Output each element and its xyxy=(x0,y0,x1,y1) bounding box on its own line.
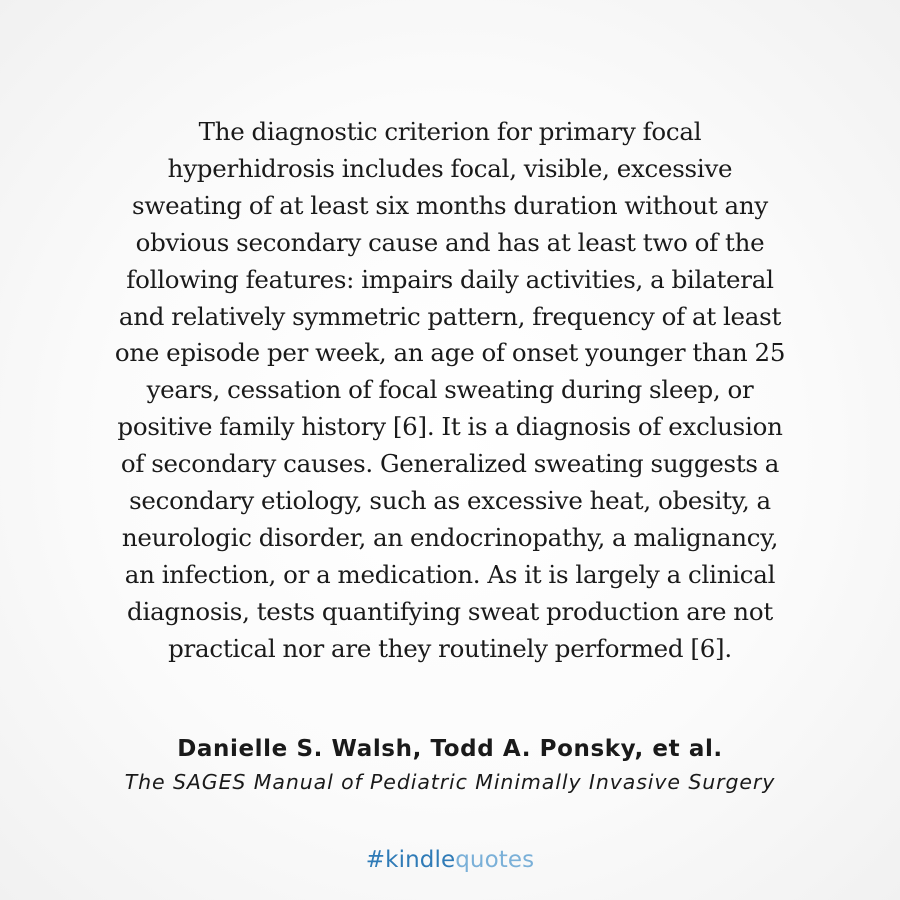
hashtag-suffix: quotes xyxy=(455,847,535,873)
kindle-quotes-hashtag xyxy=(0,844,900,876)
quote-line: of secondary causes. Generalized sweating suggests a xyxy=(120,449,780,479)
quote-line: neurologic disorder, an endocrinopathy, a malignancy, xyxy=(121,522,779,552)
quote-line: and relatively symmetric pattern, frequency of at least xyxy=(118,301,782,331)
quote-line: sweating of at least six months duration without any xyxy=(132,190,768,220)
quote-line: obvious secondary cause and has at least two of the xyxy=(135,227,765,257)
quote-line: practical nor are they routinely performed [6]. xyxy=(168,633,732,663)
hashtag-prefix: #kindle xyxy=(365,847,456,873)
quote-line: positive family history [6]. It is a diagnosis of exclusion xyxy=(117,412,783,442)
quote-text xyxy=(60,114,840,668)
quote-line: years, cessation of focal sweating during sleep, or xyxy=(146,375,754,405)
quote-line: one episode per week, an age of onset younger than 25 xyxy=(114,338,786,368)
book-title: The SAGES Manual of Pediatric Minimally Invasive Surgery xyxy=(124,770,776,794)
quote-line: secondary etiology, such as excessive heat, obesity, a xyxy=(129,486,771,516)
quote-line: an infection, or a medication. As it is largely a clinical xyxy=(124,559,776,589)
quote-line: The diagnostic criterion for primary focal xyxy=(198,117,702,146)
author-name: Danielle S. Walsh, Todd A. Ponsky, et al. xyxy=(177,736,723,762)
quote-line: following features: impairs daily activities, a bilateral xyxy=(126,264,774,294)
quote-line: diagnosis, tests quantifying sweat production are not xyxy=(127,596,773,626)
quote-line: hyperhidrosis includes focal, visible, excessive xyxy=(167,153,733,183)
